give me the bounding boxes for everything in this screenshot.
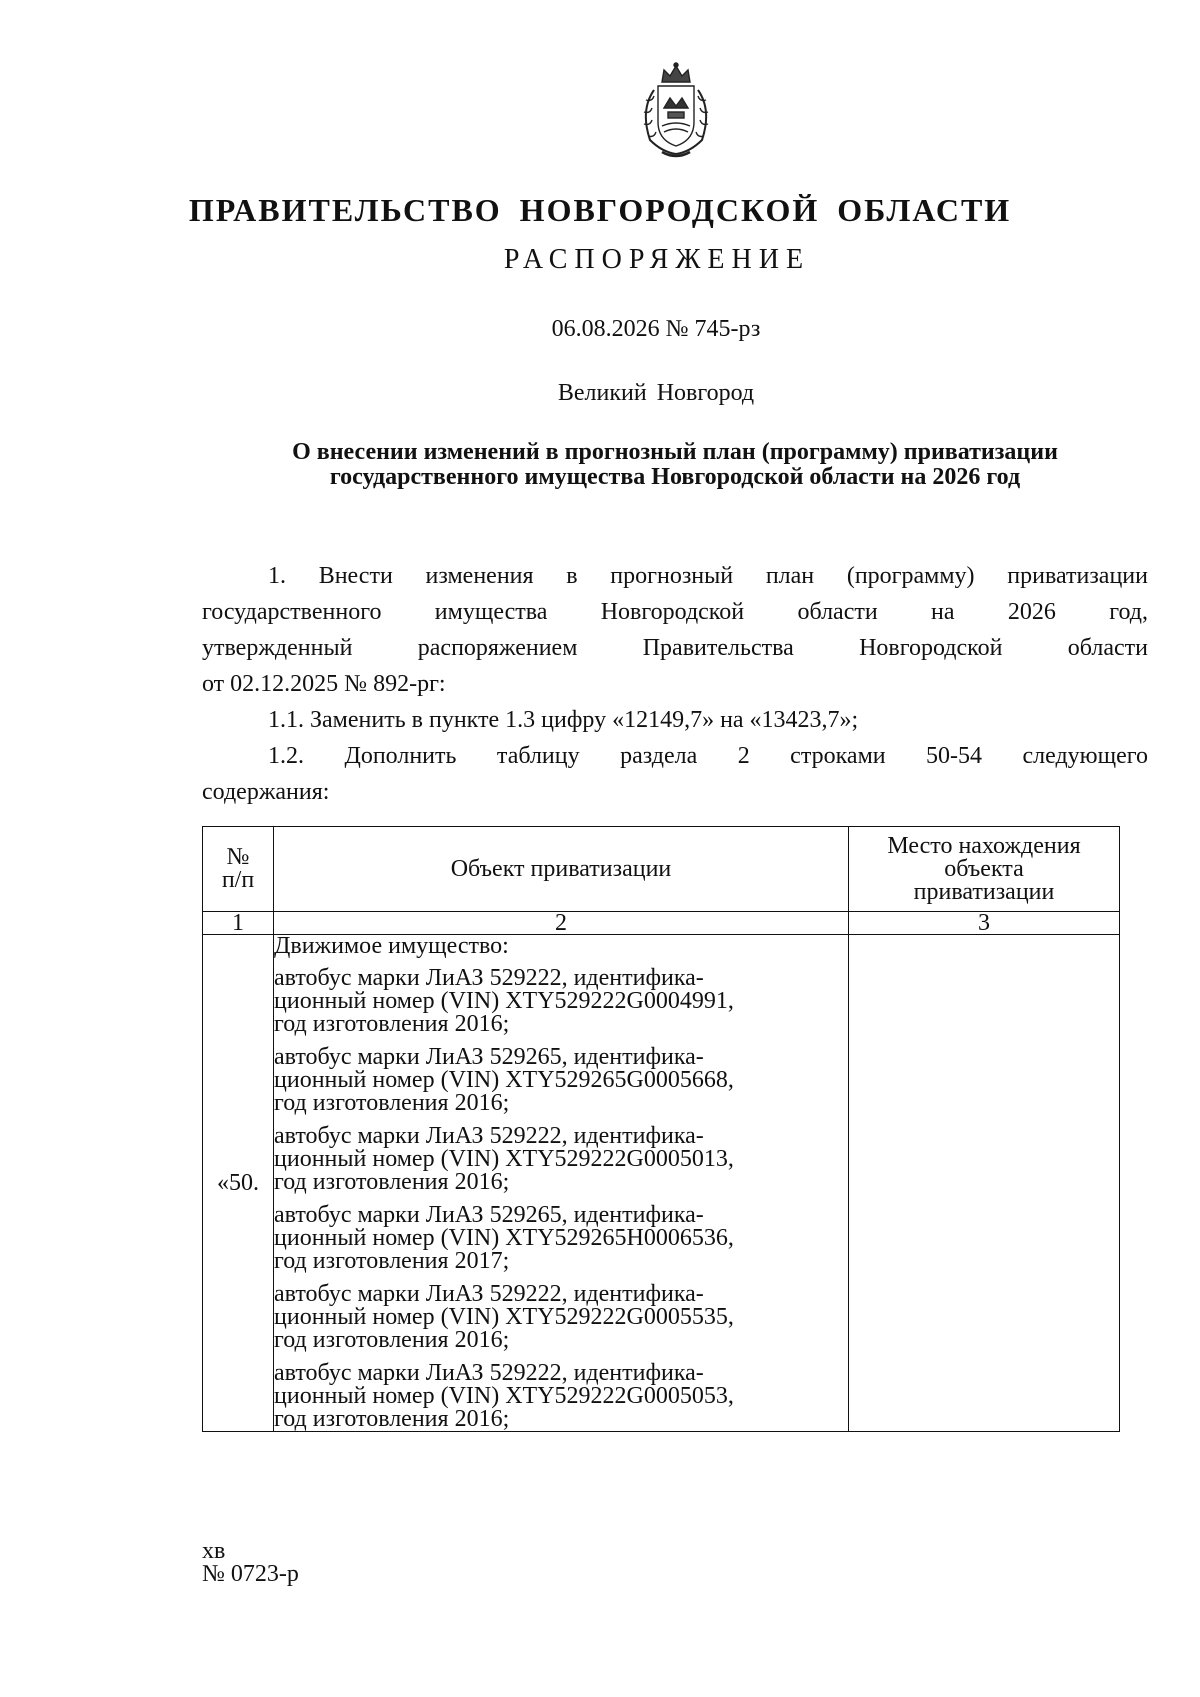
object-item	[274, 1046, 848, 1115]
table-row	[203, 935, 1120, 1432]
paragraph-1-line-4: от 02.12.2025 № 892-рг:	[202, 671, 446, 697]
location-cell	[849, 935, 1120, 1432]
header-number	[203, 827, 274, 912]
document-city: Великий Новгород	[557, 380, 755, 406]
object-item-line: автобус марки ЛиАЗ 529222, идентифика-	[274, 1281, 704, 1307]
object-item-line: автобус марки ЛиАЗ 529222, идентифика-	[274, 965, 704, 991]
object-item-line: ционный номер (VIN) XTY529222G0005053,	[274, 1383, 734, 1409]
object-item	[274, 967, 848, 1036]
paragraph-1-line-1: 1. Внести изменения в прогнозный план (программу) приватизации	[268, 563, 1148, 589]
row-number: «50.	[203, 935, 274, 1432]
subject-line-2: государственного имущества Новгородской области на 2026 год	[329, 464, 1021, 490]
table-header-row	[203, 827, 1120, 912]
column-number: 1	[203, 912, 274, 935]
footer-initials: хв	[202, 1538, 226, 1564]
footer-registration-number: № 0723-р	[202, 1561, 299, 1587]
organization-title: ПРАВИТЕЛЬСТВО НОВГОРОДСКОЙ ОБЛАСТИ	[188, 192, 1012, 228]
document-type: РАСПОРЯЖЕНИЕ	[503, 244, 811, 275]
object-heading: Движимое имущество:	[274, 933, 509, 959]
object-item-line: ционный номер (VIN) XTY529222G0004991,	[274, 988, 734, 1014]
object-item-line: год изготовления 2017;	[274, 1248, 510, 1274]
object-item-line: автобус марки ЛиАЗ 529222, идентифика-	[274, 1123, 704, 1149]
object-item-line: ционный номер (VIN) XTY529265H0006536,	[274, 1225, 734, 1251]
object-item-line: год изготовления 2016;	[274, 1327, 510, 1353]
paragraph-1-line-3: утвержденный распоряжением Правительства Новгородской области	[202, 635, 1148, 661]
column-number-row	[203, 912, 1120, 935]
object-item-line: ционный номер (VIN) XTY529265G0005668,	[274, 1067, 734, 1093]
header-number-pp: п/п	[221, 867, 255, 893]
object-item-line: автобус марки ЛиАЗ 529265, идентифика-	[274, 1202, 704, 1228]
document-subject	[202, 440, 1148, 490]
header-number-symbol: №	[226, 844, 250, 870]
paragraph-1-line-2: государственного имущества Новгородской области на 2026 год,	[202, 599, 1148, 625]
object-item-line: автобус марки ЛиАЗ 529222, идентифика-	[274, 1360, 704, 1386]
coat-of-arms-icon	[632, 60, 720, 160]
paragraph-1-1: 1.1. Заменить в пункте 1.3 цифру «12149,7» на «13423,7»;	[268, 707, 859, 733]
document-date-number: 06.08.2026 № 745-рз	[551, 316, 761, 342]
object-item	[274, 1283, 848, 1352]
subject-line-1: О внесении изменений в прогнозный план (программу) приватизации	[292, 439, 1058, 465]
header-location-line-1: Место нахождения	[887, 832, 1081, 859]
column-number: 3	[849, 912, 1120, 935]
object-item-line: год изготовления 2016;	[274, 1011, 510, 1037]
object-item-line: год изготовления 2016;	[274, 1169, 510, 1195]
paragraph-1-2-line-1: 1.2. Дополнить таблицу раздела 2 строками 50-54 следующего	[268, 743, 1148, 769]
header-location	[849, 827, 1120, 912]
document-body	[202, 558, 1148, 810]
document-footer	[202, 1540, 299, 1586]
object-item-line: год изготовления 2016;	[274, 1090, 510, 1116]
object-item-line: автобус марки ЛиАЗ 529265, идентифика-	[274, 1044, 704, 1070]
object-item	[274, 1362, 848, 1431]
object-cell	[274, 935, 849, 1432]
paragraph-1-2-line-2: содержания:	[202, 779, 330, 805]
header-location-line-3: приватизации	[913, 878, 1055, 905]
object-item	[274, 1125, 848, 1194]
object-item-line: ционный номер (VIN) XTY529222G0005535,	[274, 1304, 734, 1330]
privatization-table	[202, 826, 1120, 1432]
header-object: Объект приватизации	[274, 827, 849, 912]
object-item-line: год изготовления 2016;	[274, 1406, 510, 1432]
object-item-line: ционный номер (VIN) XTY529222G0005013,	[274, 1146, 734, 1172]
header-location-line-2: объекта	[944, 855, 1024, 882]
column-number: 2	[274, 912, 849, 935]
object-item	[274, 1204, 848, 1273]
